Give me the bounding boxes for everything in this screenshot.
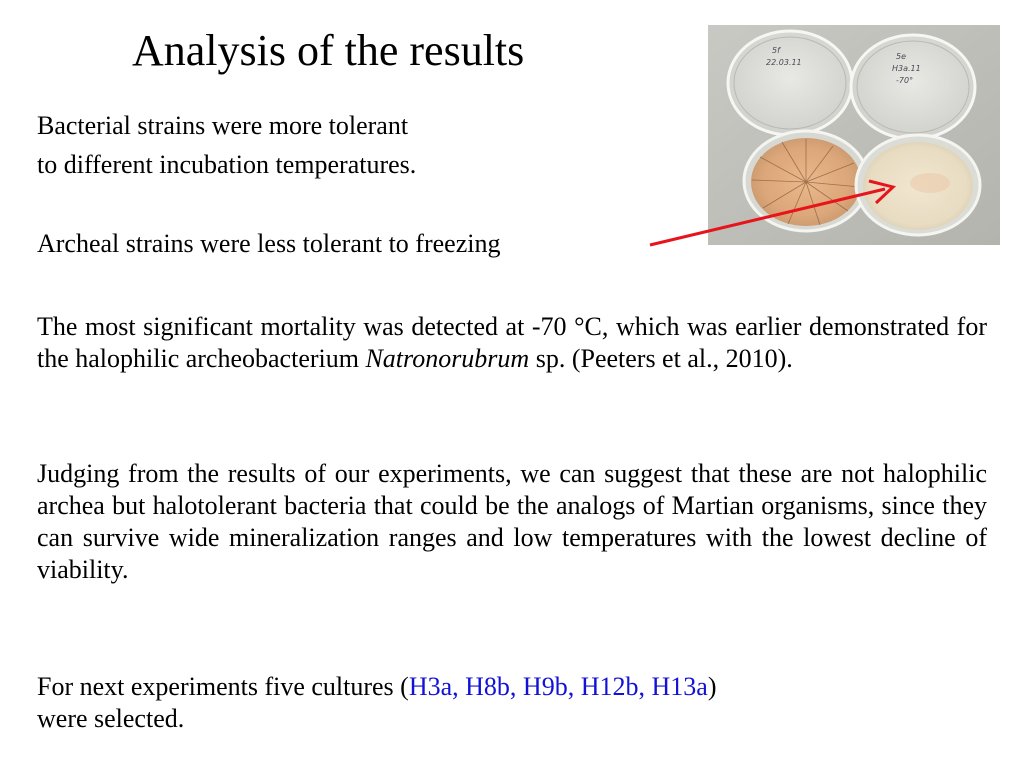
paragraph-text: The most significant mortality was detected at -70 °C, which was earlier demonstrated for the halophilic archeobacterium <box>37 312 987 373</box>
paragraph-text: For next experiments five cultures ( <box>37 672 409 701</box>
culture-list: H3a, H8b, H9b, H12b, H13a <box>408 672 708 701</box>
dish-label: 5e <box>896 52 907 61</box>
paragraph-text: sp. (Peeters et al., 2010). <box>529 344 793 373</box>
petri-dish-image <box>708 25 1000 245</box>
genus-name: Natronorubrum <box>365 344 530 373</box>
paragraph-archeal-freezing: Archeal strains were less tolerant to freezing <box>37 229 501 258</box>
slide-title: Analysis of the results <box>132 26 525 75</box>
paragraph-mortality <box>37 311 987 375</box>
paragraph-line: were selected. <box>37 704 185 733</box>
paragraph-line <box>37 671 716 703</box>
paragraph-bacterial-tolerance <box>37 106 416 184</box>
paragraph-line: Bacterial strains were more tolerant <box>37 111 409 140</box>
paragraph-line: to different incubation temperatures. <box>37 150 417 179</box>
paragraph-conclusion: Judging from the results of our experiments, we can suggest that these are not halophilic archea but halotolerant bacteria that could be the analogs of Martian organisms, since they can survive wide mineralization ranges and low temperatures with the lowest decline of viability. <box>37 459 987 584</box>
dish-label: -70° <box>896 76 914 85</box>
paragraph-selected-cultures <box>37 671 716 735</box>
petri-dish-photo <box>708 25 1000 245</box>
dish-label: 22.03.11 <box>766 58 802 67</box>
dish-label: 5f <box>772 46 780 55</box>
paragraph-text: ) <box>707 672 717 701</box>
dish-label: H3a.11 <box>892 64 921 73</box>
